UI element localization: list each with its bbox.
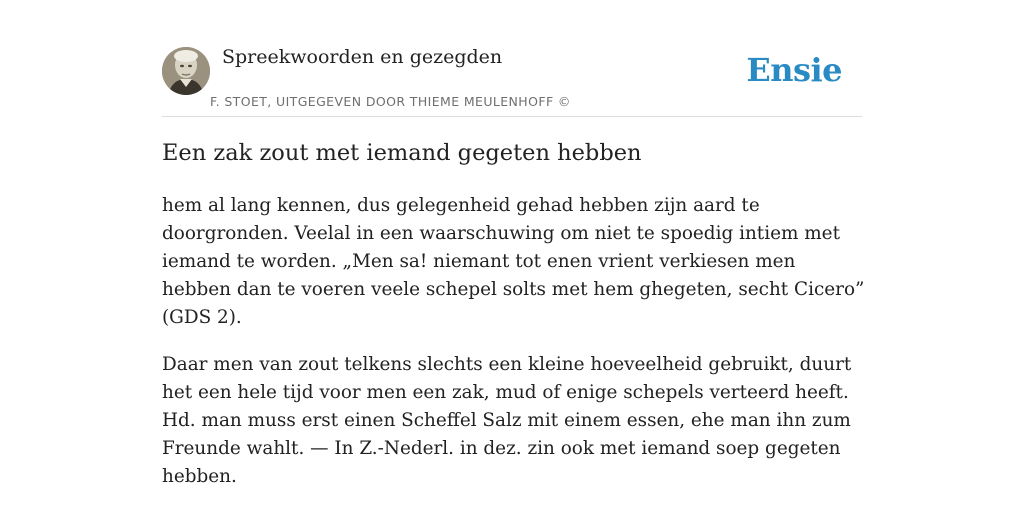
entry-card	[162, 0, 865, 512]
definition-paragraph: Daar men van zout telkens slechts een kleine hoeveelheid gebruikt, duurt het een hele tijd voor men een zak, mud of enige schepels verteerd heeft. Hd. man muss erst einen Scheffel Salz mit einem essen, ehe man ihn zum Freunde wahlt. — In Z.-Nederl. in dez. zin ook met iemand soep gegeten hebben.	[162, 354, 852, 487]
source-title[interactable]: Spreekwoorden en gezegden	[222, 46, 503, 68]
brand-logo[interactable]: Ensie	[746, 51, 842, 89]
source-header	[162, 45, 862, 117]
source-credit: F. STOET, UITGEGEVEN DOOR THIEME MEULENHOFF ©	[210, 94, 571, 109]
definition-body	[162, 192, 866, 510]
author-portrait-icon[interactable]	[162, 47, 210, 95]
definition-paragraph: hem al lang kennen, dus gelegenheid gehad hebben zijn aard te doorgronden. Veelal in een waarschuwing om niet te spoedig intiem met iemand te worden. „Men sa! niemant tot enen vrient verkiesen men hebben dan te voeren veele schepel solts met hem ghegeten, secht Cicero” (GDS 2).	[162, 195, 865, 328]
entry-title: Een zak zout met iemand gegeten hebben	[162, 140, 642, 166]
